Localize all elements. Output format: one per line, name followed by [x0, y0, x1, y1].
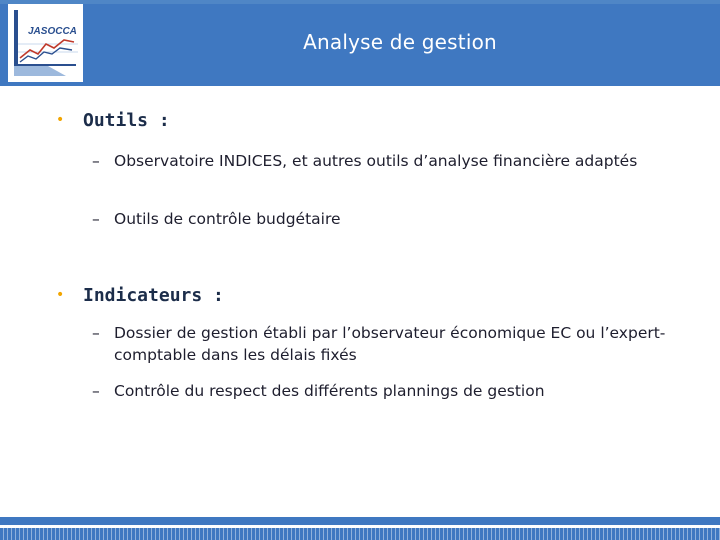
heading-outils: Outils : [83, 110, 170, 131]
list-item [92, 380, 682, 402]
list-item [92, 150, 682, 172]
bullet-indicateurs: • [56, 287, 65, 303]
bullet-outils: • [56, 112, 65, 128]
slide-title: Analyse de gestion [303, 30, 497, 54]
footer-bar [0, 517, 720, 525]
list-item [92, 208, 682, 230]
jasocca-logo-icon [8, 4, 83, 82]
item-text: Observatoire INDICES, et autres outils d’analyse financière adaptés [114, 152, 638, 170]
item-text: Dossier de gestion établi par l’observateur économique EC ou l’expert-comptable dans les délais fixés [114, 324, 666, 364]
dash-marker: – [92, 324, 100, 342]
item-text: Contrôle du respect des différents plannings de gestion [114, 382, 545, 400]
heading-indicateurs: Indicateurs : [83, 285, 224, 306]
dash-marker: – [92, 152, 100, 170]
svg-text:JASOCCA: JASOCCA [28, 26, 77, 37]
logo [8, 4, 83, 82]
footer-stripe [0, 528, 720, 540]
dash-marker: – [92, 210, 100, 228]
slide-header [0, 4, 720, 86]
list-item [92, 322, 682, 366]
item-text: Outils de contrôle budgétaire [114, 210, 341, 228]
dash-marker: – [92, 382, 100, 400]
